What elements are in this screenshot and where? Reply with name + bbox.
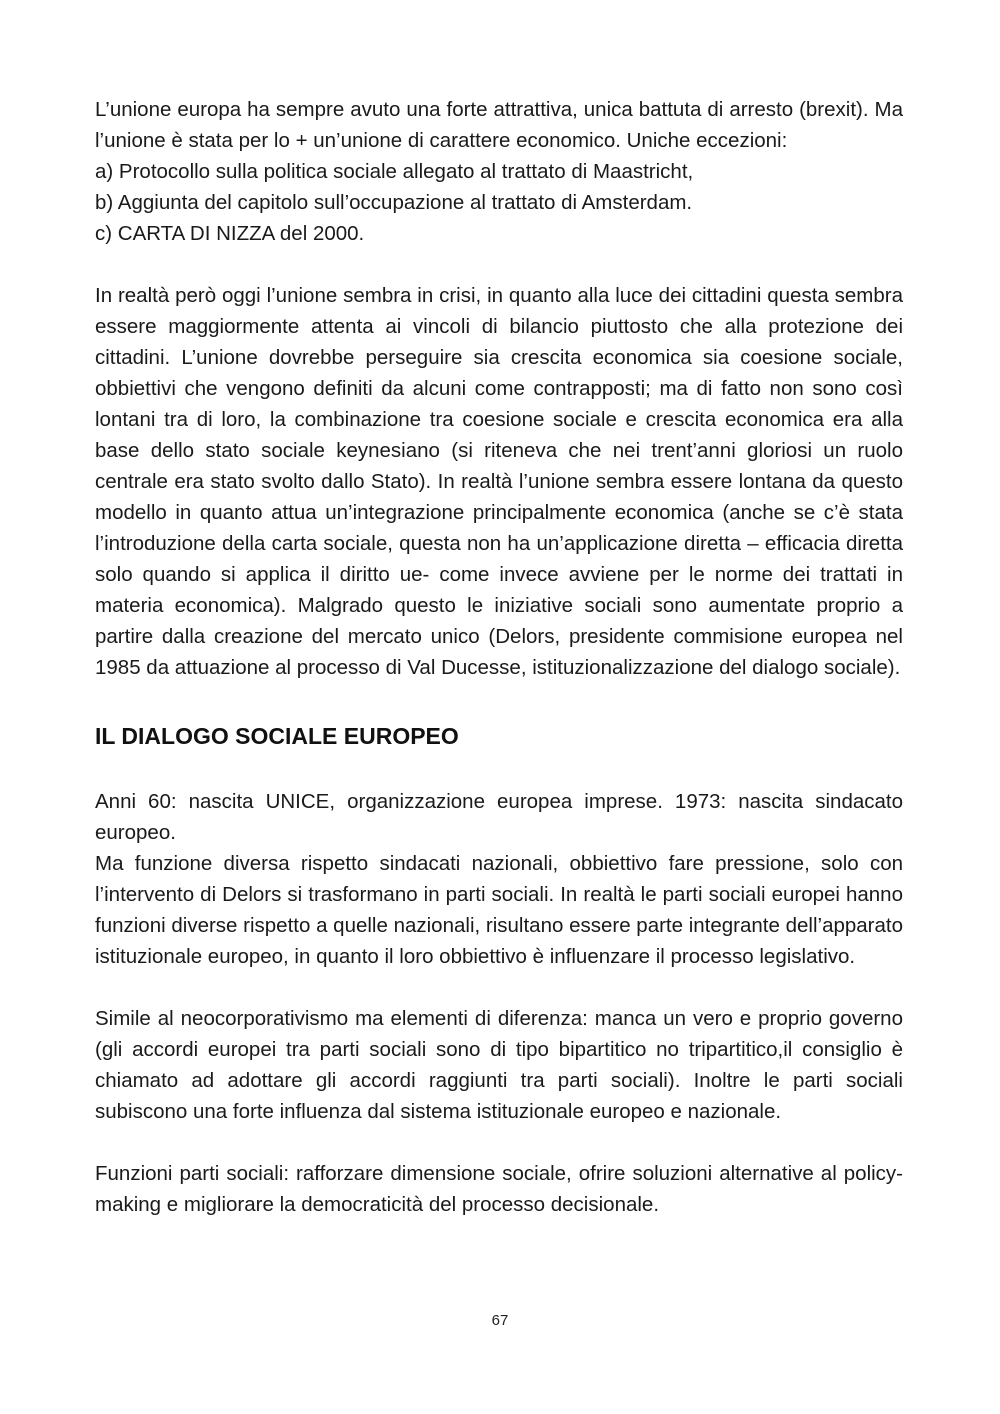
document-page: [95, 94, 903, 1220]
page-number: 67: [491, 1312, 509, 1329]
heading-spacer: [95, 752, 903, 786]
section-paragraph-1: Anni 60: nascita UNICE, organizzazione europea imprese. 1973: nascita sindacato europeo.: [95, 790, 903, 844]
list-item: c) CARTA DI NIZZA del 2000.: [95, 222, 365, 245]
section-paragraph-4: Funzioni parti sociali: rafforzare dimensione sociale, ofrire soluzioni alternative al policy-making e migliorare la democraticità del processo decisionale.: [95, 1162, 903, 1216]
heading-spacer: [95, 683, 903, 721]
paragraph-spacer: [95, 972, 903, 1003]
list-item: a) Protocollo sulla politica sociale allegato al trattato di Maastricht,: [95, 160, 694, 183]
intro-paragraph: L’unione europa ha sempre avuto una forte attrattiva, unica battuta di arresto (brexit). Ma l’unione è stata per lo + un’unione di carattere economico. Uniche eccezioni:: [95, 98, 903, 152]
section-paragraph-3: Simile al neocorporativismo ma elementi di diferenza: manca un vero e proprio governo (gli accordi europei tra parti sociali sono di tipo bipartitico no tripartitico,il consiglio è chiamato ad adottare gli accordi raggiunti tra parti sociali). Inoltre le parti sociali subiscono una forte influenza dal sistema istituzionale europeo e nazionale.: [95, 1007, 903, 1123]
section-heading: IL DIALOGO SOCIALE EUROPEO: [95, 723, 459, 749]
list-item: b) Aggiunta del capitolo sull’occupazione al trattato di Amsterdam.: [95, 191, 693, 214]
crisis-paragraph: In realtà però oggi l’unione sembra in crisi, in quanto alla luce dei cittadini questa sembra essere maggiormente attenta ai vincoli di bilancio piuttosto che alla protezione dei cittadini. L’unione dovrebbe perseguire sia crescita economica sia coesione sociale, obbiettivi che vengono definiti da alcuni come contrapposti; ma di fatto non sono così lontani tra di loro, la combinazione tra coesione sociale e crescita economica era alla base dello stato sociale keynesiano (si riteneva che nei trent’anni gloriosi un ruolo centrale era stato svolto dallo Stato). In realtà l’unione sembra essere lontana da questo modello in quanto attua un’integrazione principalmente economica (anche se c’è stata l’introduzione della carta sociale, questa non ha un’applicazione diretta – efficacia diretta solo quando si applica il diritto ue- come invece avviene per le norme dei trattati in materia economica). Malgrado questo le iniziative sociali sono aumentate proprio a partire dalla creazione del mercato unico (Delors, presidente commisione europea nel 1985 da attuazione al processo di Val Ducesse, istituzionalizzazione del dialogo sociale).: [95, 284, 903, 679]
paragraph-spacer: [95, 1127, 903, 1158]
section-paragraph-2: Ma funzione diversa rispetto sindacati nazionali, obbiettivo fare pressione, solo con l’intervento di Delors si trasformano in parti sociali. In realtà le parti sociali europei hanno funzioni diverse rispetto a quelle nazionali, risultano essere parte integrante dell’apparato istituzionale europeo, in quanto il loro obbiettivo è influenzare il processo legislativo.: [95, 852, 903, 968]
paragraph-spacer: [95, 249, 903, 280]
